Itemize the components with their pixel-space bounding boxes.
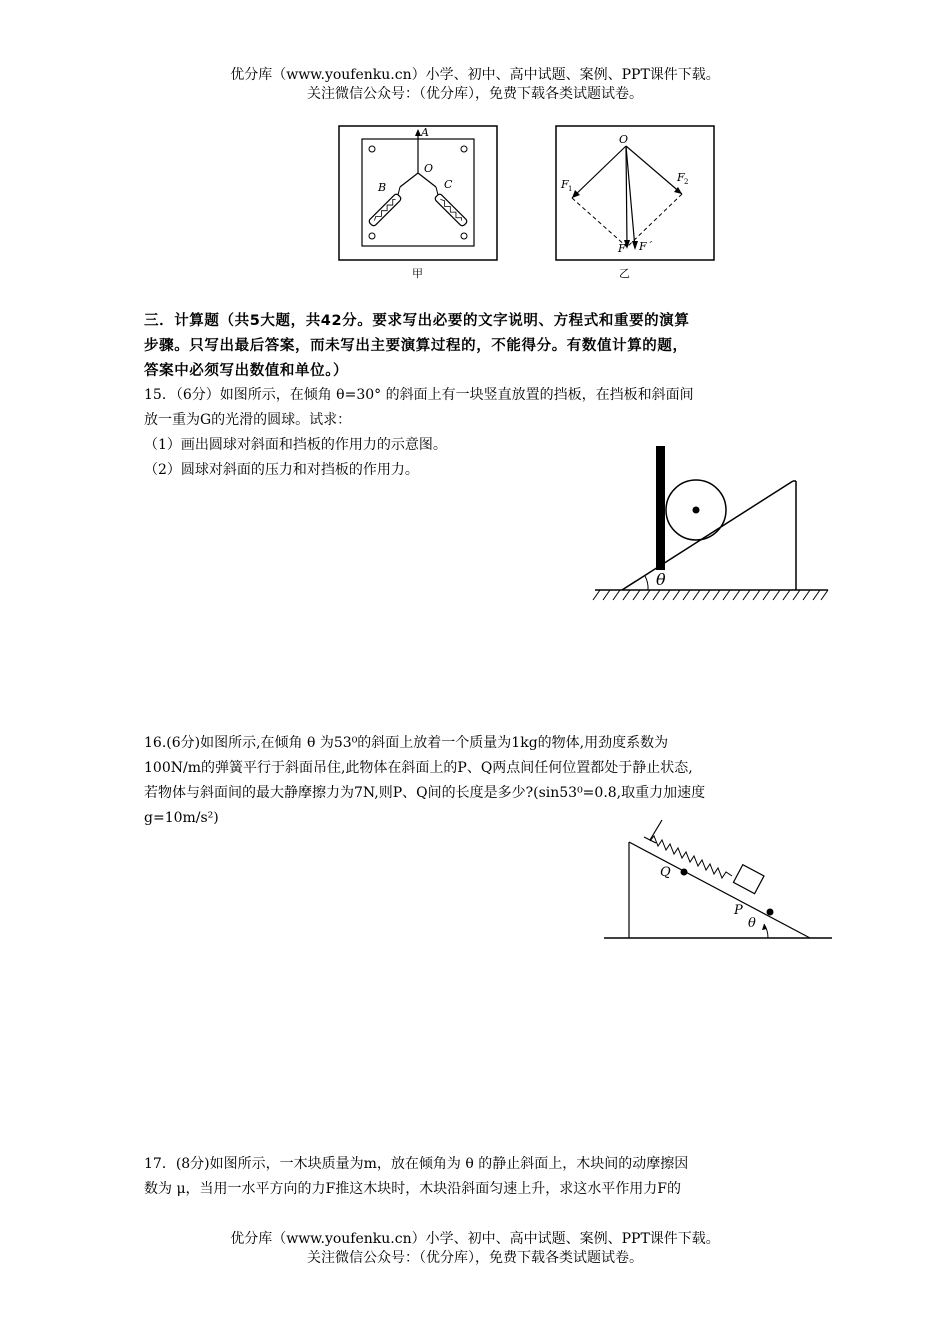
q16-label-p: P [734, 903, 743, 918]
figure-q16-spring-incline [600, 810, 835, 950]
q17-line-2: 数为 μ，当用一水平方向的力F推这木块时，木块沿斜面匀速上升，求这水平作用力F的 [144, 1181, 681, 1197]
q16-label-q: Q [660, 865, 671, 880]
q15-line-3: （1）画出圆球对斜面和挡板的作用力的示意图。 [144, 437, 447, 453]
footer-line-1: 优分库（www.youfenku.cn）小学、初中、高中试题、案例、PPT课件下载。 [230, 1231, 720, 1247]
q17-line-1: 17．(8分)如图所示，一木块质量为m，放在倾角为 θ 的静止斜面上，木块间的动摩擦因 [144, 1156, 689, 1172]
header-line-2: 关注微信公众号：（优分库），免费下载各类试题试卷。 [307, 86, 643, 102]
caption-yi: 乙 [619, 267, 630, 280]
section-3-line-3: 答案中必须写出数值和单位。） [144, 363, 349, 379]
q16-line-1: 16.(6分)如图所示,在倾角 θ 为53⁰的斜面上放着一个质量为1kg的物体,用劲度系数为 [144, 735, 669, 751]
label-f-prime: F´ [639, 240, 653, 253]
section-3-line-2: 步骤。只写出最后答案，而未写出主要演算过程的，不能得分。有数值计算的题， [144, 338, 688, 354]
question-17 [144, 1152, 688, 1202]
page-footer [0, 1230, 950, 1268]
label-f2: F [677, 171, 685, 184]
label-f: F [618, 242, 626, 255]
q15-line-1: 15．（6分）如图所示，在倾角 θ=30° 的斜面上有一块竖直放置的挡板，在挡板和斜面间 [144, 387, 694, 403]
figure-q15-incline-ball [590, 440, 835, 610]
section-3-line-1: 三．计算题（共5大题，共42分。要求写出必要的文字说明、方程式和重要的演算 [144, 313, 690, 329]
q15-line-2: 放一重为G的光滑的圆球。试求： [144, 412, 352, 428]
q16-line-3: 若物体与斜面间的最大静摩擦力为7N,则P、Q间的长度是多少?(sin53⁰=0.8,取重力加速度 [144, 785, 706, 801]
label-o2: O [619, 133, 629, 146]
q15-theta-label: θ [656, 570, 666, 589]
section-3-heading [144, 309, 812, 384]
footer-line-2: 关注微信公众号：（优分库），免费下载各类试题试卷。 [307, 1250, 643, 1266]
label-f1-sub: 1 [568, 185, 573, 193]
figure-jia [338, 125, 498, 280]
figure-yi [555, 125, 715, 280]
label-b: B [378, 181, 387, 194]
label-c: C [444, 178, 453, 191]
label-f1: F [561, 178, 569, 191]
q16-line-4: g=10m/s²) [144, 810, 219, 826]
page-header [0, 66, 950, 104]
header-line-1: 优分库（www.youfenku.cn）小学、初中、高中试题、案例、PPT课件下载。 [230, 67, 720, 83]
label-o: O [424, 162, 434, 175]
q16-line-2: 100N/m的弹簧平行于斜面吊住,此物体在斜面上的P、Q两点间任何位置都处于静止状态, [144, 760, 693, 776]
q16-label-theta: θ [748, 916, 756, 931]
q15-line-4: （2）圆球对斜面的压力和对挡板的作用力。 [144, 462, 419, 478]
caption-jia: 甲 [412, 267, 423, 280]
label-a: A [421, 126, 429, 139]
label-f2-sub: 2 [684, 178, 689, 186]
